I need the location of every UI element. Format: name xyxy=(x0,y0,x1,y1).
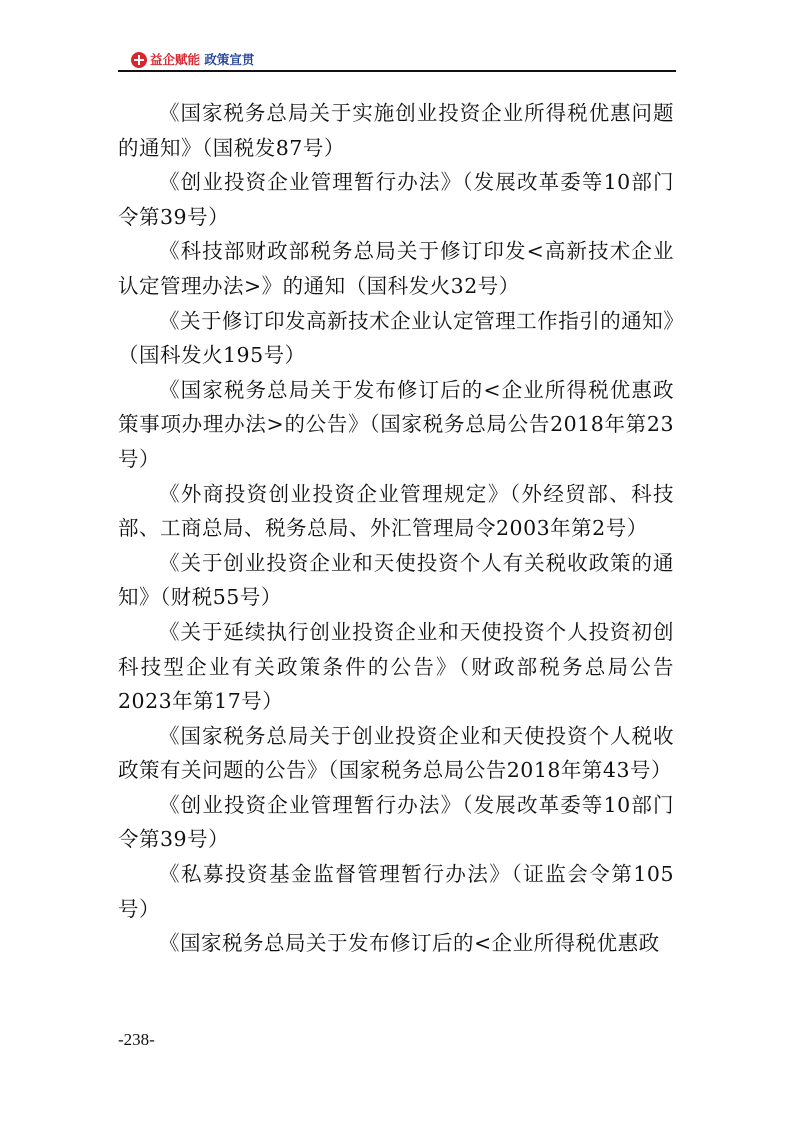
policy-item: 《外商投资创业投资企业管理规定》（外经贸部、科技部、工商总局、税务总局、外汇管理局令2003年第2号） xyxy=(118,481,674,541)
brand-secondary: 政策宣贯 xyxy=(204,52,255,67)
policy-item: 《创业投资企业管理暂行办法》（发展改革委等10部门令第39号） xyxy=(118,792,674,852)
brand-logo xyxy=(131,51,254,69)
policy-item: 《国家税务总局关于实施创业投资企业所得税优惠问题的通知》（国税发87号） xyxy=(118,101,674,160)
brand-text xyxy=(150,51,254,69)
policy-item: 《关于修订印发高新技术企业认定管理工作指引的通知》（国科发火195号） xyxy=(118,308,674,368)
page-header xyxy=(118,48,676,72)
policy-item: 《科技部财政部税务总局关于修订印发<高新技术企业认定管理办法>》的通知（国科发火32号） xyxy=(118,239,674,298)
policy-item: 《国家税务总局关于发布修订后的<企业所得税优惠政 xyxy=(159,931,660,956)
brand-primary: 益企赋能 xyxy=(150,52,201,67)
page-number: -238- xyxy=(118,1030,155,1049)
policy-item: 《关于创业投资企业和天使投资个人有关税收政策的通知》（财税55号） xyxy=(118,550,674,610)
policy-item: 《关于延续执行创业投资企业和天使投资个人投资初创科技型企业有关政策条件的公告》（财政部税务总局公告2023年第17号） xyxy=(118,619,674,714)
brand-mark-icon xyxy=(131,52,147,68)
policy-item: 《国家税务总局关于发布修订后的<企业所得税优惠政策事项办理办法>的公告》（国家税务总局公告2018年第23号） xyxy=(118,377,674,471)
document-body xyxy=(118,96,674,961)
policy-item: 《私募投资基金监督管理暂行办法》（证监会令第105号） xyxy=(118,862,674,921)
policy-item: 《国家税务总局关于创业投资企业和天使投资个人税收政策有关问题的公告》（国家税务总局公告2018年第43号） xyxy=(118,723,674,783)
policy-item: 《创业投资企业管理暂行办法》（发展改革委等10部门令第39号） xyxy=(118,170,674,229)
header-divider xyxy=(118,70,676,72)
